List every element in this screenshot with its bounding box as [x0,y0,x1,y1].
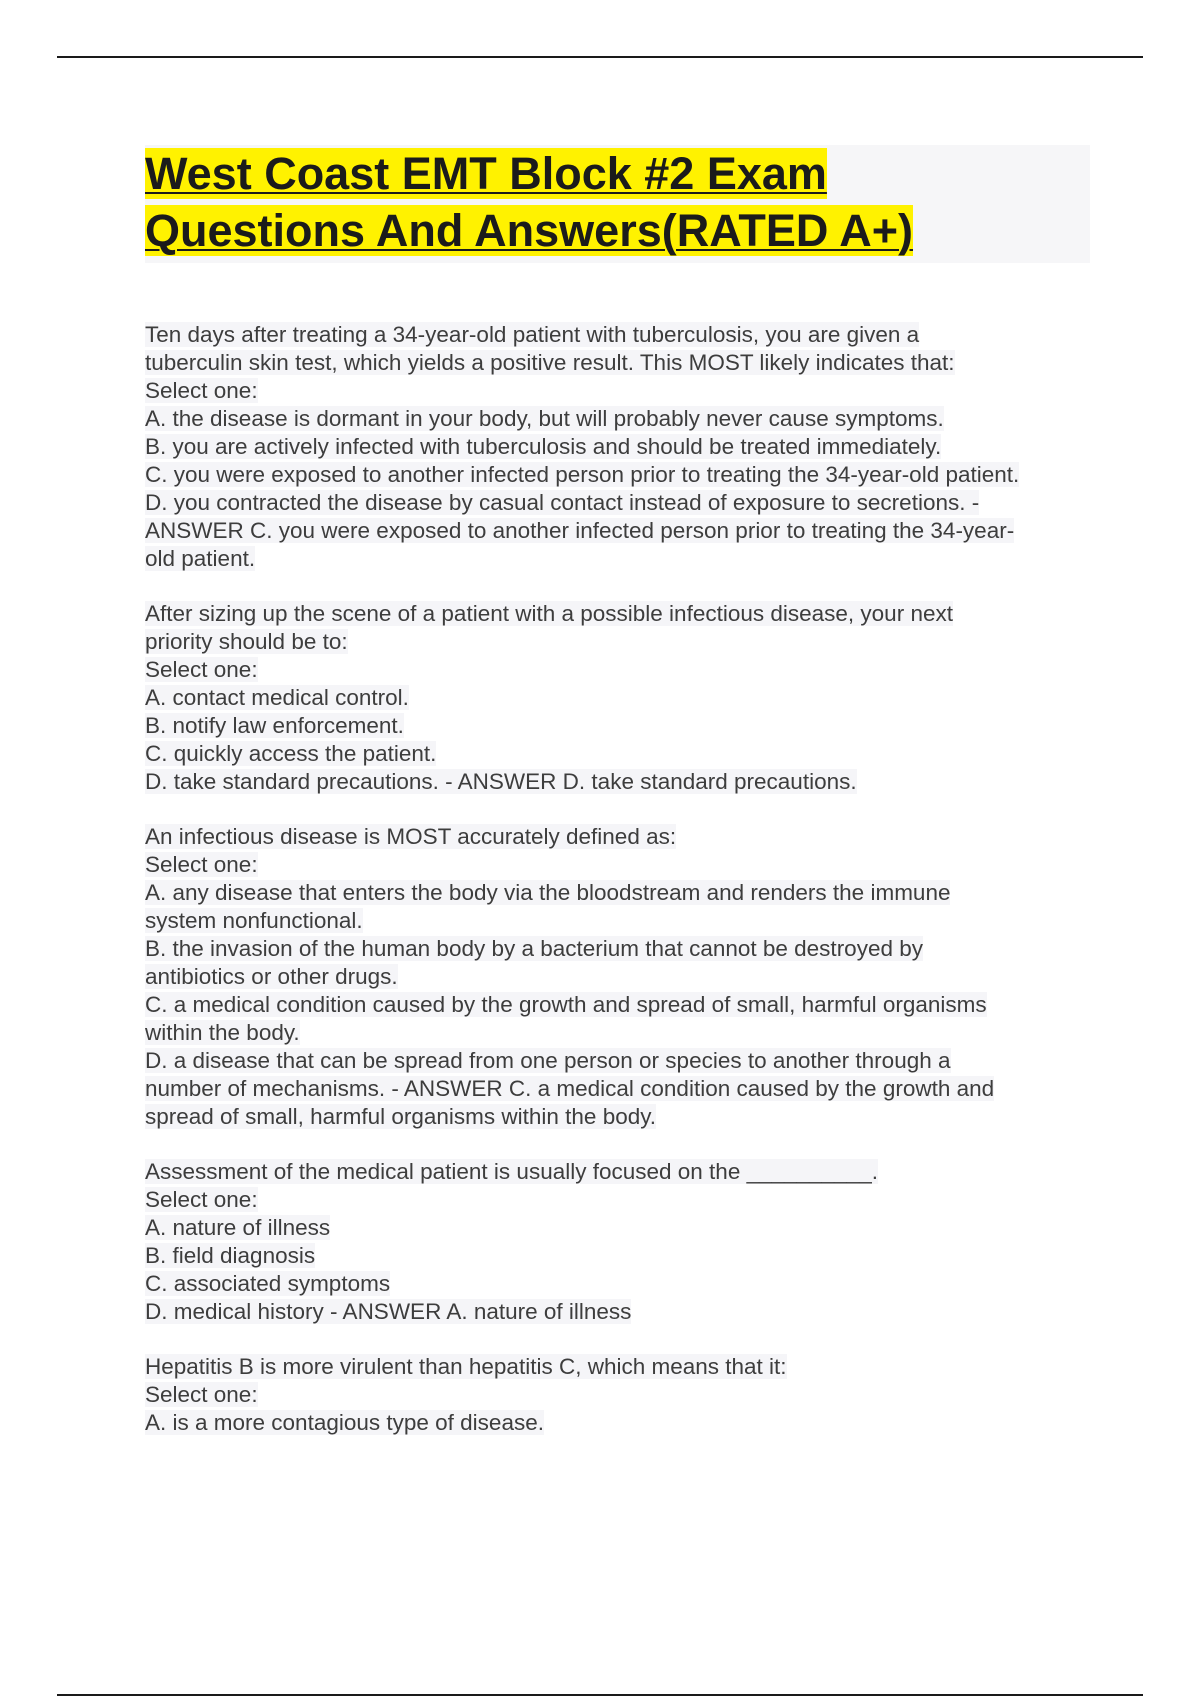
text-line [145,1242,1090,1270]
question-text: Hepatitis B is more virulent than hepatitis C, which means that it: [145,1354,787,1379]
text-line [145,684,1090,712]
question-line: A. the disease is dormant in your body, but will probably never cause symptoms. [145,406,944,431]
question-line: A. any disease that enters the body via the bloodstream and renders the immune [145,880,951,905]
text-line [145,879,1090,907]
question-line: Select one: [145,1382,258,1407]
question-line: B. the invasion of the human body by a bacterium that cannot be destroyed by [145,936,923,961]
title-line-2: Questions And Answers(RATED A+) [145,205,913,256]
question-line: system nonfunctional. [145,908,363,933]
question-line: B. you are actively infected with tuberculosis and should be treated immediately. [145,434,942,459]
text-line [145,377,1090,405]
text-line [145,823,1090,851]
question-line: D. medical history - ANSWER A. nature of illness [145,1299,632,1324]
text-line [145,851,1090,879]
question-text: Assessment of the medical patient is usually focused on the __________. [145,1159,878,1184]
document-title [145,145,1090,259]
question-line: D. you contracted the disease by casual contact instead of exposure to secretions. - [145,490,980,515]
question-line: D. a disease that can be spread from one person or species to another through a [145,1048,951,1073]
text-line [145,600,1090,628]
question-line: A. is a more contagious type of disease. [145,1410,544,1435]
text-line [145,461,1090,489]
question-line: Select one: [145,852,258,877]
question-line: priority should be to: [145,629,348,654]
text-line [145,1298,1090,1326]
text-line [145,1381,1090,1409]
question-line: B. notify law enforcement. [145,713,404,738]
question-line: D. take standard precautions. - ANSWER D. take standard precautions. [145,769,857,794]
question-line: spread of small, harmful organisms within the body. [145,1104,657,1129]
text-line [145,433,1090,461]
question-line: B. field diagnosis [145,1243,316,1268]
text-line [145,405,1090,433]
question-line: old patient. [145,546,256,571]
text-line [145,1103,1090,1131]
question-line: C. associated symptoms [145,1271,391,1296]
text-line [145,1353,1090,1381]
text-line [145,656,1090,684]
question-line: C. you were exposed to another infected person prior to treating the 34-year-old patient. [145,462,1020,487]
text-line [145,517,1090,545]
question-list [145,321,1090,1437]
question-line: ANSWER C. you were exposed to another infected person prior to treating the 34-year- [145,518,1015,543]
question-text: After sizing up the scene of a patient with a possible infectious disease, your next [145,601,953,626]
text-line [145,628,1090,656]
question-line: C. a medical condition caused by the growth and spread of small, harmful organisms [145,992,987,1017]
question-line: number of mechanisms. - ANSWER C. a medical condition caused by the growth and [145,1076,995,1101]
question-text: Ten days after treating a 34-year-old patient with tuberculosis, you are given a [145,322,920,347]
text-line [145,991,1090,1019]
question-line: Select one: [145,657,258,682]
question-line: tuberculin skin test, which yields a positive result. This MOST likely indicates that: [145,350,955,375]
text-line [145,1270,1090,1298]
question-line: Select one: [145,378,258,403]
text-line [145,935,1090,963]
text-line [145,907,1090,935]
footer-rule [57,1694,1143,1696]
text-line [145,1214,1090,1242]
text-line [145,963,1090,991]
title-block [145,145,1090,263]
question-line: A. nature of illness [145,1215,331,1240]
question-block [145,1353,1090,1437]
text-line [145,1019,1090,1047]
text-line [145,349,1090,377]
text-line [145,1186,1090,1214]
title-line-1: West Coast EMT Block #2 Exam [145,148,827,199]
text-line [145,740,1090,768]
header-rule [57,56,1143,58]
text-line [145,1158,1090,1186]
text-line [145,1047,1090,1075]
question-line: within the body. [145,1020,300,1045]
question-line: Select one: [145,1187,258,1212]
text-line [145,712,1090,740]
text-line [145,768,1090,796]
question-line: antibiotics or other drugs. [145,964,398,989]
text-line [145,1409,1090,1437]
text-line [145,1075,1090,1103]
document-body [145,145,1090,1464]
text-line [145,321,1090,349]
text-line [145,489,1090,517]
question-text: An infectious disease is MOST accurately defined as: [145,824,677,849]
question-line: A. contact medical control. [145,685,409,710]
question-line: C. quickly access the patient. [145,741,437,766]
question-block [145,823,1090,1131]
question-block [145,600,1090,796]
text-line [145,545,1090,573]
question-block [145,321,1090,573]
question-block [145,1158,1090,1326]
